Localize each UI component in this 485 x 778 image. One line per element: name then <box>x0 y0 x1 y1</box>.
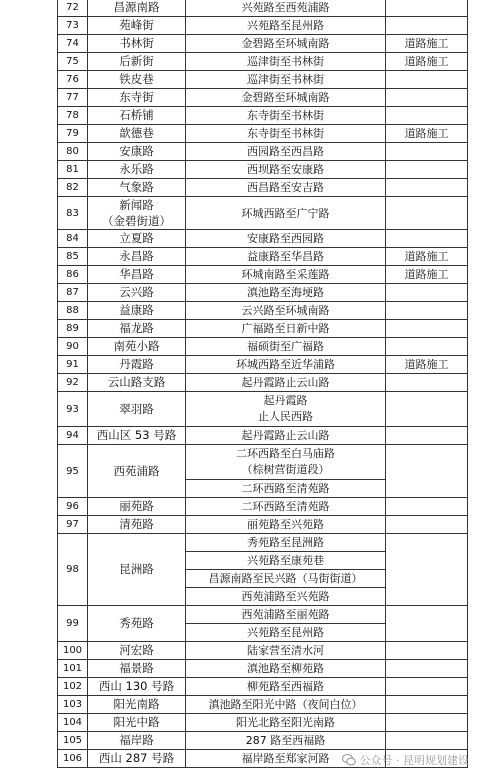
row-number: 72 <box>58 0 88 17</box>
table-row <box>58 320 468 338</box>
road-note <box>386 606 468 642</box>
road-note <box>386 0 468 17</box>
table-row <box>58 266 468 284</box>
road-section: 287 路至西福路 <box>186 732 386 750</box>
road-note <box>386 678 468 696</box>
road-name: 西苑浦路 <box>88 445 186 498</box>
road-section: 金碧路至环城南路 <box>186 35 386 53</box>
row-number: 92 <box>58 374 88 392</box>
road-name: 石桥铺 <box>88 107 186 125</box>
road-note <box>386 714 468 732</box>
row-number: 75 <box>58 53 88 71</box>
road-note: 道路施工 <box>386 35 468 53</box>
road-name: 丽苑路 <box>88 498 186 516</box>
road-section: 秀苑路至昆洲路 <box>186 534 386 552</box>
road-name: 歆德巷 <box>88 125 186 143</box>
road-note <box>386 143 468 161</box>
road-name: 秀苑路 <box>88 606 186 642</box>
road-list-body <box>58 0 468 768</box>
road-section: 西苑浦路至兴苑路 <box>186 588 386 606</box>
road-section: 阳光北路至阳光南路 <box>186 714 386 732</box>
road-section: 福硕街至广福路 <box>186 338 386 356</box>
row-number: 83 <box>58 197 88 230</box>
road-note <box>386 696 468 714</box>
road-name: 云兴路 <box>88 284 186 302</box>
road-section: 二环西路至清苑路 <box>186 498 386 516</box>
row-number: 81 <box>58 161 88 179</box>
road-note: 道路施工 <box>386 125 468 143</box>
table-row <box>58 89 468 107</box>
road-note <box>386 302 468 320</box>
road-name: 云山路支路 <box>88 374 186 392</box>
road-note <box>386 107 468 125</box>
row-number: 102 <box>58 678 88 696</box>
road-note <box>386 71 468 89</box>
row-number: 73 <box>58 17 88 35</box>
road-section: 滇池路至海埂路 <box>186 284 386 302</box>
row-number: 80 <box>58 143 88 161</box>
row-number: 98 <box>58 534 88 606</box>
row-number: 99 <box>58 606 88 642</box>
wechat-icon <box>342 753 356 767</box>
row-number: 104 <box>58 714 88 732</box>
row-number: 91 <box>58 356 88 374</box>
road-name: 铁皮巷 <box>88 71 186 89</box>
table-row <box>58 642 468 660</box>
road-section: 环城南路至采莲路 <box>186 266 386 284</box>
road-note: 道路施工 <box>386 356 468 374</box>
road-name: 河宏路 <box>88 642 186 660</box>
road-section: 昌源南路至民兴路（马街街道） <box>186 570 386 588</box>
table-row <box>58 696 468 714</box>
row-number: 90 <box>58 338 88 356</box>
row-number: 76 <box>58 71 88 89</box>
watermark <box>342 752 470 768</box>
table-row <box>58 0 468 17</box>
row-number: 79 <box>58 125 88 143</box>
table-row <box>58 714 468 732</box>
road-section: 柳苑路至西福路 <box>186 678 386 696</box>
road-name: 永昌路 <box>88 248 186 266</box>
road-note <box>386 338 468 356</box>
row-number: 86 <box>58 266 88 284</box>
road-note <box>386 642 468 660</box>
road-name: 南苑小路 <box>88 338 186 356</box>
road-note: 道路施工 <box>386 53 468 71</box>
road-section: 兴苑路至昆州路 <box>186 624 386 642</box>
road-section: 广福路至日新中路 <box>186 320 386 338</box>
road-section: 起丹霞路止云山路 <box>186 374 386 392</box>
road-name: 清苑路 <box>88 516 186 534</box>
road-note <box>386 320 468 338</box>
row-number: 97 <box>58 516 88 534</box>
row-number: 101 <box>58 660 88 678</box>
row-number: 96 <box>58 498 88 516</box>
road-note <box>386 498 468 516</box>
row-number: 106 <box>58 750 88 768</box>
table-row <box>58 284 468 302</box>
table-row <box>58 427 468 445</box>
row-number: 105 <box>58 732 88 750</box>
road-section: 东寺街至书林街 <box>186 125 386 143</box>
row-number: 94 <box>58 427 88 445</box>
road-note: 道路施工 <box>386 266 468 284</box>
road-name: 立夏路 <box>88 230 186 248</box>
road-section: 滇池路至柳苑路 <box>186 660 386 678</box>
road-section: 环城西路至近华浦路 <box>186 356 386 374</box>
road-section: 西坝路至安康路 <box>186 161 386 179</box>
road-name: 气象路 <box>88 179 186 197</box>
table-row <box>58 374 468 392</box>
table-row <box>58 498 468 516</box>
road-name: 阳光南路 <box>88 696 186 714</box>
road-name: 福龙路 <box>88 320 186 338</box>
table-row <box>58 17 468 35</box>
table-row <box>58 516 468 534</box>
road-name: 永乐路 <box>88 161 186 179</box>
table-row <box>58 125 468 143</box>
road-name: 安康路 <box>88 143 186 161</box>
table-row <box>58 143 468 161</box>
road-section: 安康路至西园路 <box>186 230 386 248</box>
table-row <box>58 534 468 552</box>
row-number: 85 <box>58 248 88 266</box>
road-note <box>386 445 468 498</box>
road-name: 苑峰街 <box>88 17 186 35</box>
road-name: 新闻路 （金碧街道） <box>88 197 186 230</box>
road-section: 起丹霞路 止人民西路 <box>186 392 386 427</box>
road-note <box>386 230 468 248</box>
road-section: 二环西路至清苑路 <box>186 480 386 498</box>
table-row <box>58 161 468 179</box>
row-number: 77 <box>58 89 88 107</box>
row-number: 103 <box>58 696 88 714</box>
table-row <box>58 35 468 53</box>
table-row <box>58 53 468 71</box>
road-name: 益康路 <box>88 302 186 320</box>
row-number: 78 <box>58 107 88 125</box>
row-number: 100 <box>58 642 88 660</box>
road-note <box>386 660 468 678</box>
road-section: 金碧路至环城南路 <box>186 89 386 107</box>
table-row <box>58 356 468 374</box>
road-section: 福岸路至郑家河路 <box>186 750 386 768</box>
road-note <box>386 534 468 606</box>
row-number: 88 <box>58 302 88 320</box>
table-row <box>58 179 468 197</box>
table-row <box>58 71 468 89</box>
road-section: 云兴路至环城南路 <box>186 302 386 320</box>
road-section: 丽苑路至兴苑路 <box>186 516 386 534</box>
road-name: 华昌路 <box>88 266 186 284</box>
road-name: 后新街 <box>88 53 186 71</box>
watermark-text: 公众号 · 昆明规划建设 <box>359 754 469 767</box>
road-section: 益康路至华昌路 <box>186 248 386 266</box>
road-section: 滇池路至阳光中路（夜间白位） <box>186 696 386 714</box>
road-note <box>386 179 468 197</box>
row-number: 95 <box>58 445 88 498</box>
table-row <box>58 606 468 624</box>
row-number: 87 <box>58 284 88 302</box>
road-note <box>386 732 468 750</box>
road-note <box>386 516 468 534</box>
table-row <box>58 660 468 678</box>
row-number: 84 <box>58 230 88 248</box>
table-row <box>58 197 468 230</box>
table-row <box>58 302 468 320</box>
road-section: 兴苑路至昆州路 <box>186 17 386 35</box>
road-note <box>386 284 468 302</box>
table-row <box>58 107 468 125</box>
road-note <box>386 89 468 107</box>
table-row <box>58 338 468 356</box>
road-name: 翠羽路 <box>88 392 186 427</box>
road-section: 西昌路至安吉路 <box>186 179 386 197</box>
road-name: 西山区 53 号路 <box>88 427 186 445</box>
road-note <box>386 374 468 392</box>
road-note: 道路施工 <box>386 248 468 266</box>
road-name: 福景路 <box>88 660 186 678</box>
road-name: 书林街 <box>88 35 186 53</box>
table-row <box>58 445 468 480</box>
road-section: 环城西路至广宁路 <box>186 197 386 230</box>
table-row <box>58 248 468 266</box>
table-row <box>58 678 468 696</box>
road-section: 兴苑路至西苑浦路 <box>186 0 386 17</box>
road-name: 福岸路 <box>88 732 186 750</box>
row-number: 89 <box>58 320 88 338</box>
road-note <box>386 392 468 427</box>
table-row <box>58 732 468 750</box>
road-note <box>386 427 468 445</box>
road-note <box>386 17 468 35</box>
road-name: 东寺街 <box>88 89 186 107</box>
road-section: 兴苑路至康苑巷 <box>186 552 386 570</box>
road-note <box>386 197 468 230</box>
road-name: 西山 287 号路 <box>88 750 186 768</box>
road-section: 陆家营至清水河 <box>186 642 386 660</box>
road-section: 二环西路至白马庙路 （棕树营街道段） <box>186 445 386 480</box>
table-row <box>58 392 468 427</box>
road-section: 西苑浦路至丽苑路 <box>186 606 386 624</box>
table-row <box>58 230 468 248</box>
road-section: 巡津街至书林街 <box>186 53 386 71</box>
row-number: 74 <box>58 35 88 53</box>
road-section: 巡津街至书林街 <box>186 71 386 89</box>
row-number: 93 <box>58 392 88 427</box>
road-name: 西山 130 号路 <box>88 678 186 696</box>
row-number: 82 <box>58 179 88 197</box>
road-name: 丹霞路 <box>88 356 186 374</box>
road-name: 昆洲路 <box>88 534 186 606</box>
road-note <box>386 161 468 179</box>
road-name: 阳光中路 <box>88 714 186 732</box>
road-name: 昌源南路 <box>88 0 186 17</box>
road-section: 起丹霞路止云山路 <box>186 427 386 445</box>
road-section: 东寺街至书林街 <box>186 107 386 125</box>
road-section: 西园路至西昌路 <box>186 143 386 161</box>
road-list-table <box>57 0 468 768</box>
